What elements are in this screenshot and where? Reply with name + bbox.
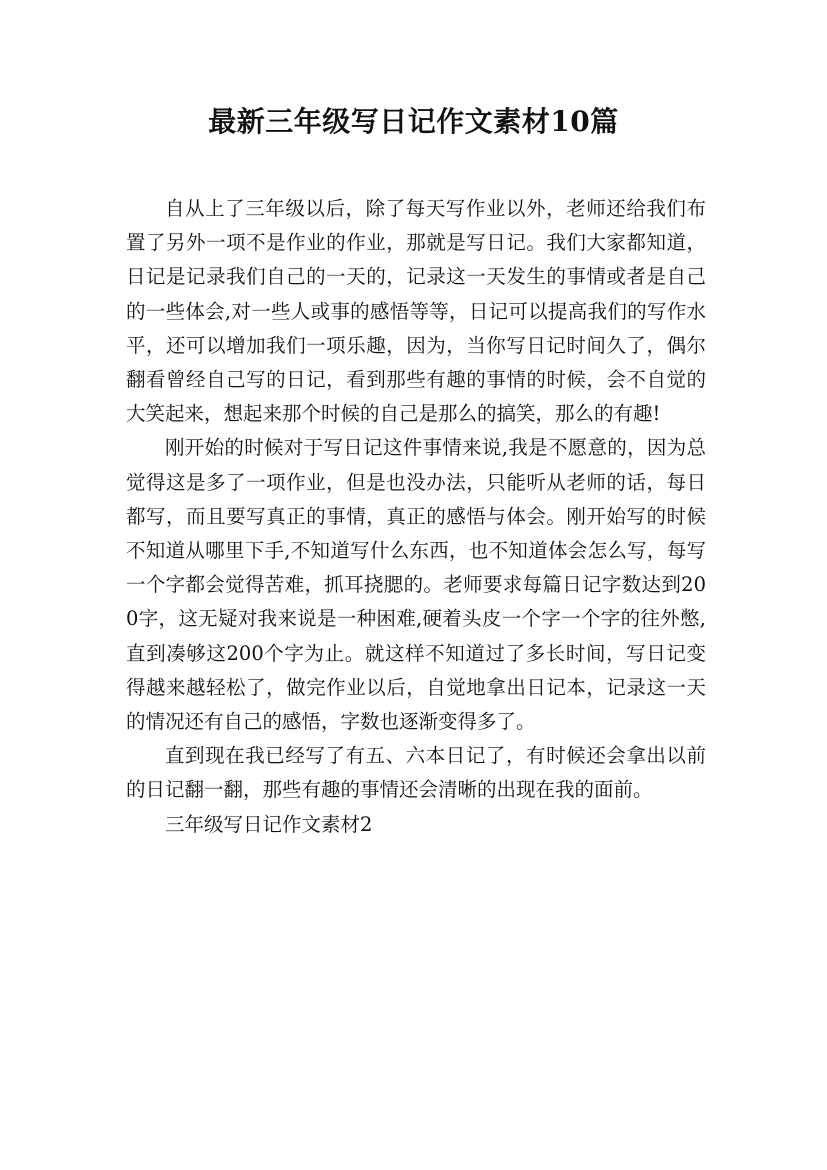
paragraph-2: 刚开始的时候对于写日记这件事情来说,我是不愿意的，因为总觉得这是多了一项作业，但是也没办法，只能听从老师的话，每日都写，而且要写真正的事情，真正的感悟与体会。刚开始写的时候不知道从哪里下手,不知道写什么东西，也不知道体会怎么写，每写一个字都会觉得苦难，抓耳挠腮的。老师要求每篇日记字数达到200字，这无疑对我来说是一种困难,硬着头皮一个字一个字的往外憋,直到凑够这200个字为止。就这样不知道过了多长时间，写日记变得越来越轻松了，做完作业以后，自觉地拿出日记本，记录这一天的情况还有自己的感悟，字数也逐渐变得多了。	[126, 436, 706, 734]
section-heading: 三年级写日记作文素材2	[165, 812, 373, 836]
document-body	[126, 192, 706, 842]
document-title: 最新三年级写日记作文素材10篇	[208, 105, 619, 138]
paragraph-1: 自从上了三年级以后，除了每天写作业以外，老师还给我们布置了另外一项不是作业的作业，那就是写日记。我们大家都知道，日记是记录我们自己的一天的，记录这一天发生的事情或者是自己的一些体会,对一些人或事的感悟等等，日记可以提高我们的写作水平，还可以增加我们一项乐趣，因为，当你写日记时间久了，偶尔翻看曾经自己写的日记，看到那些有趣的事情的时候，会不自觉的大笑起来，想起来那个时候的自己是那么的搞笑，那么的有趣!	[126, 197, 706, 426]
paragraph-3: 直到现在我已经写了有五、六本日记了，有时候还会拿出以前的日记翻一翻，那些有趣的事情还会清晰的出现在我的面前。	[126, 744, 706, 802]
